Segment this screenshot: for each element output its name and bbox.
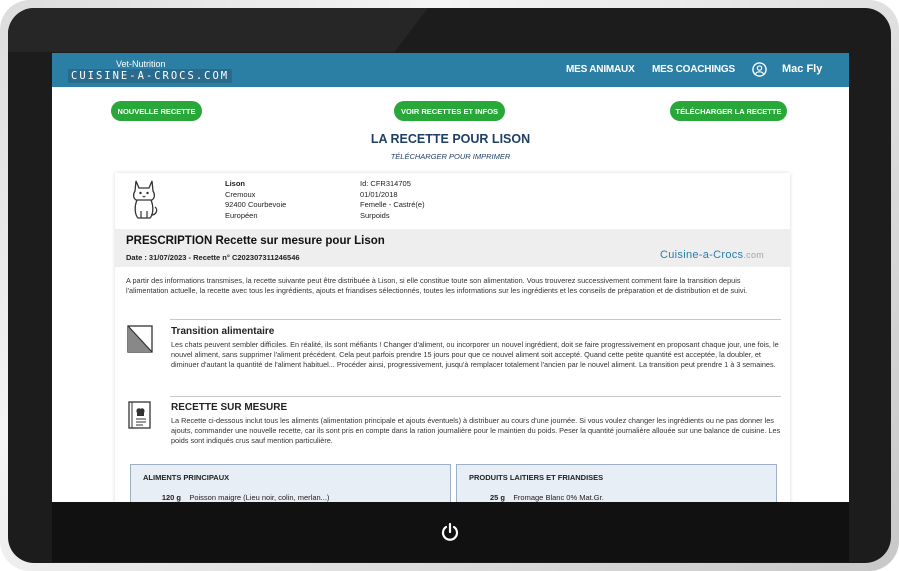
bezel-reflection <box>8 8 428 52</box>
animal-info-right <box>360 179 425 221</box>
main-foods-header: ALIMENTS PRINCIPAUX <box>143 473 230 482</box>
logo-tagline: Vet-Nutrition <box>116 59 166 69</box>
screen <box>52 53 849 502</box>
page-title: LA RECETTE POUR LISON <box>370 132 531 146</box>
prescription-date: Date : 31/07/2023 - Recette n° C202307311246546 <box>126 253 300 262</box>
intro-paragraph: A partir des informations transmises, la recette suivante peut être distribuée à Lison, si elle constitue toute son alimentation. Vous trouverez successivement comment faire la transition depuis l'alimentation actuelle, la recette avec tous les ingrédients, ajouts et friandises sélectionnés, toutes les informations sur les ingrédients et les conseils de préparation et de distribution et de suivi. <box>126 276 748 295</box>
ingredient-row: 25 g Fromage Blanc 0% Mat.Gr. <box>489 493 604 502</box>
main-foods-box <box>130 464 451 502</box>
transition-text: Les chats peuvent sembler difficiles. En réalité, ils sont méfiants ! Changer d'aliment, ou incorporer un nouvel ingrédient, doit se faire progressivement en proposant chaque jour, une fois, le nouvel aliment, sans supprimer l'aliment précédent. Cela peut parfois prendre 15 jours pour que ce nouvel aliment soit accepté. Quand cette petite quantité est acceptée, la doubler, et diminuer d'autant la quantité de l'aliment habituel... Procéder ainsi, progressivement, jusqu'à remplacer totalement l'ancien par le nouvel aliment. La transition peut prendre 1 à 3 semaines. <box>171 340 779 369</box>
animal-address: 92400 Courbevoie <box>225 200 287 209</box>
dairy-treats-header: PRODUITS LAITIERS ET FRIANDISES <box>469 473 604 482</box>
view-recipes-button[interactable]: VOIR RECETTES ET INFOS <box>394 101 505 121</box>
recipe-document <box>115 173 790 502</box>
prescription-header <box>115 229 790 267</box>
animal-sex: Femelle - Castré(e) <box>360 200 425 209</box>
power-icon[interactable] <box>440 522 460 542</box>
top-navigation-bar <box>52 53 849 87</box>
brand-logo: Cuisine-a-Crocs.com <box>660 249 765 261</box>
animal-breed: Cremoux <box>225 189 256 199</box>
nav-mes-coachings[interactable]: MES COACHINGS <box>652 64 735 75</box>
new-recipe-button[interactable]: NOUVELLE RECETTE <box>111 101 202 121</box>
ingredient-row: 120 g Poisson maigre (Lieu noir, colin, merlan...) <box>161 493 330 502</box>
animal-condition: Surpoids <box>360 210 390 220</box>
prescription-title: PRESCRIPTION Recette sur mesure pour Lison <box>126 235 385 247</box>
divider <box>170 396 781 397</box>
animal-id: Id: CFR314705 <box>360 179 411 188</box>
transition-icon <box>127 325 153 353</box>
animal-info-left <box>225 179 286 221</box>
cat-icon <box>127 177 161 221</box>
recipe-book-icon <box>127 401 153 429</box>
download-recipe-button[interactable]: TÉLÉCHARGER LA RECETTE <box>670 101 787 121</box>
dairy-treats-box <box>456 464 777 502</box>
download-to-print-link[interactable]: TÉLÉCHARGER POUR IMPRIMER <box>390 152 511 161</box>
user-name[interactable]: Mac Fly <box>782 63 823 75</box>
recipe-title: RECETTE SUR MESURE <box>171 402 288 413</box>
transition-title: Transition alimentaire <box>171 326 275 337</box>
user-account-icon[interactable] <box>752 62 767 77</box>
animal-type: Européen <box>225 210 258 220</box>
animal-birthdate: 01/01/2018 <box>360 189 398 199</box>
recipe-text: La Recette ci-dessous inclut tous les aliments (alimentation principale et ajouts éventuels) à distribuer au cours d'une journée. Si vous voulez changer les ingrédients ou ne pas donner les ajouts, commander une nouvelle recette, car ils sont pris en compte dans la ration journalière pour le maintien du poids. Peser la quantité journalière allouée sur une balance de cuisine. Les poids sont indiqués crus sauf mention particulière. <box>171 416 781 445</box>
nav-mes-animaux[interactable]: MES ANIMAUX <box>566 64 635 75</box>
divider <box>170 319 781 320</box>
site-logo[interactable]: CUISINE-A-CROCS.COM <box>68 69 232 83</box>
animal-name: Lison <box>225 179 245 188</box>
